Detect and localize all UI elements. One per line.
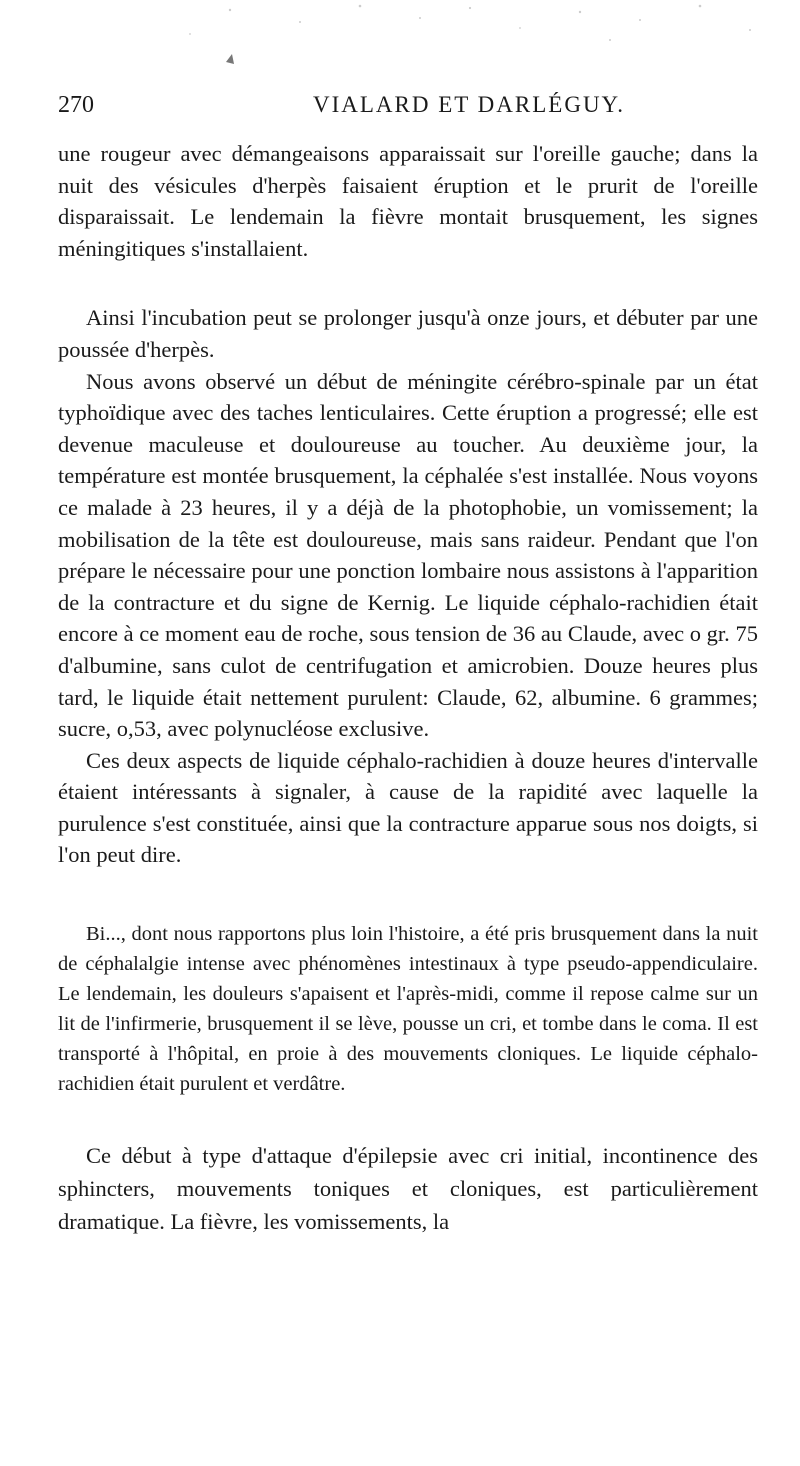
- paragraph-case-bi: Bi..., dont nous rapportons plus loin l'histoire, a été pris brusquement dans la nuit de céphalalgie intense avec phénomènes intestinaux à type pseudo-appendiculaire. Le lendemain, les douleurs s'apaisent et l'après-midi, comme il repose calme sur un lit de l'infirmerie, brusquement il se lève, pousse un cri, et tombe dans le coma. Il est transporté à l'hôpital, en proie à des mouvements cloniques. Le liquide céphalo-rachidien était purulent et verdâtre.: [58, 923, 758, 1096]
- running-head: [58, 86, 758, 126]
- paragraph-incubation: Ainsi l'incubation peut se prolonger jusqu'à onze jours, et débuter par une poussée d'herpès.: [58, 305, 758, 362]
- running-title: VIALARD ET DARLÉGUY.: [313, 92, 625, 117]
- scan-noise: [0, 0, 800, 70]
- paragraph-typhoid-onset: Nous avons observé un début de méningite cérébro-spinale par un état typhoïdique avec des taches lenticulaires. Cette éruption a progressé; elle est devenue maculeuse et douloureuse au toucher. Au deuxième jour, la température est montée brusquement, la céphalée s'est installée. Nous voyons ce malade à 23 heures, il y a déjà de la photophobie, un vomissement; la mobilisation de la tête est douloureuse, mais sans raideur. Pendant que l'on prépare le nécessaire pour une ponction lombaire nous assistons à l'apparition de la contracture et du signe de Kernig. Le liquide céphalo-rachidien était encore à ce moment eau de roche, sous tension de 36 au Claude, avec o gr. 75 d'albumine, sans culot de centrifugation et amicrobien. Douze heures plus tard, le liquide était nettement purulent: Claude, 62, albumine. 6 grammes; sucre, o,53, avec polynucléose exclusive.: [58, 368, 758, 742]
- scan-mark: [226, 54, 234, 64]
- paragraph-epilepsy-onset: Ce début à type d'attaque d'épilepsie avec cri initial, incontinence des sphincters, mouvements toniques et cloniques, est particulièrement dramatique. La fièvre, les vomissements, la: [58, 1143, 758, 1235]
- page-number: 270: [58, 92, 94, 118]
- body-text: [58, 138, 758, 1238]
- paragraph-continuation: une rougeur avec démangeaisons apparaissait sur l'oreille gauche; dans la nuit des vésicules d'herpès faisaient éruption et le prurit de l'oreille disparaissait. Le lendemain la fièvre montait brusquement, les signes méningitiques s'installaient.: [58, 141, 758, 261]
- paragraph-csf-aspects: Ces deux aspects de liquide céphalo-rachidien à douze heures d'intervalle étaient intéressants à signaler, à cause de la rapidité avec laquelle la purulence s'est constituée, ainsi que la contracture apparue sous nos doigts, si l'on peut dire.: [58, 747, 758, 868]
